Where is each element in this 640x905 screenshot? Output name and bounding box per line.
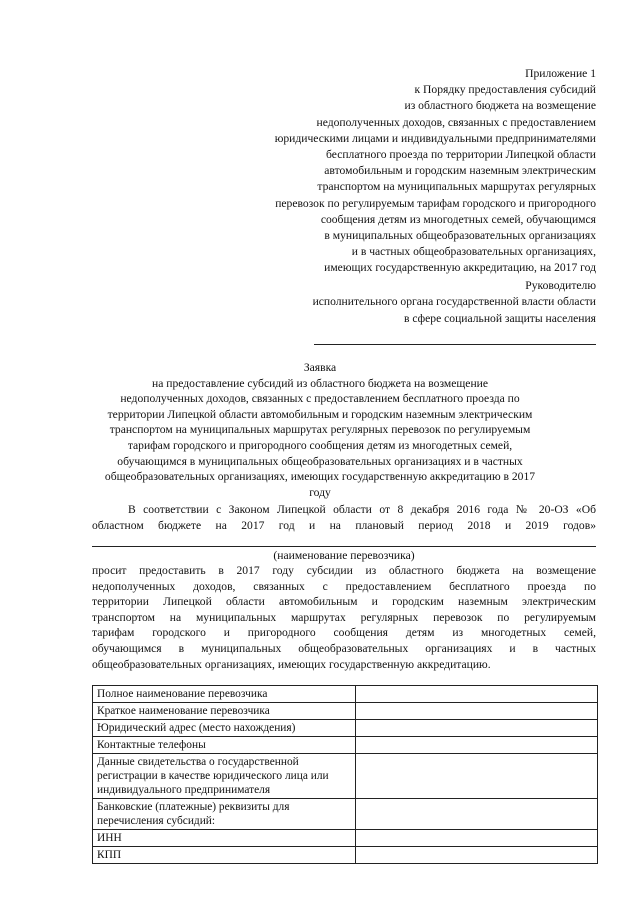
table-cell-value[interactable] — [356, 754, 598, 799]
table-cell-label: Краткое наименование перевозчика — [93, 703, 356, 720]
title-line: на предоставление субсидий из областного бюджета на возмещение — [151, 376, 488, 390]
table-cell-label: ИНН — [93, 830, 356, 847]
title-line: обучающимся в муниципальных общеобразовательных организациях и в частных — [117, 454, 523, 468]
appendix-header — [176, 66, 596, 277]
carrier-name-line — [92, 546, 596, 547]
appendix-line: автомобильным и городским наземным электрическим — [324, 164, 596, 178]
table-cell-value[interactable] — [356, 686, 598, 703]
appendix-line: и в частных общеобразовательных организациях, — [351, 245, 596, 259]
table-cell-value[interactable] — [356, 799, 598, 830]
table-cell-label: КПП — [93, 847, 356, 864]
addressee-block — [176, 278, 596, 327]
title-line: территории Липецкой области автомобильным и городским наземным электрическим — [107, 407, 533, 421]
appendix-line: Приложение 1 — [525, 67, 596, 80]
request-line: территории Липецкой области автомобильным и городским наземным электрическим — [92, 595, 596, 609]
table-cell-value[interactable] — [356, 737, 598, 754]
title-line: тарифам городского и пригородного сообщения детям из многодетных семей, — [127, 438, 513, 452]
request-line: недополученных доходов, связанных с предоставлением бесплатного проезда по — [92, 579, 596, 593]
table-cell-value[interactable] — [356, 830, 598, 847]
request-line: общеобразовательных организациях, имеющих государственную аккредитацию. — [92, 657, 491, 671]
table-row — [93, 754, 598, 799]
request-line: транспортом на муниципальных маршрутах регулярных перевозок по регулируемым — [92, 610, 596, 624]
intro-line: областном бюджете на 2017 год и на плановый период 2018 и 2019 годов» — [92, 519, 596, 533]
appendix-line: недополученных доходов, связанных с предоставлением — [316, 115, 596, 129]
document-title — [90, 360, 550, 500]
appendix-line: в муниципальных общеобразовательных организациях — [324, 229, 596, 243]
appendix-line: транспортом на муниципальных маршрутах регулярных — [317, 180, 596, 194]
addressee-signature-line — [314, 344, 596, 345]
title-line: транспортом на муниципальных маршрутах регулярных перевозок по регулируемым — [109, 423, 531, 437]
table-row — [93, 703, 598, 720]
table-row — [93, 720, 598, 737]
table-cell-label: Контактные телефоны — [93, 737, 356, 754]
appendix-line: из областного бюджета на возмещение — [404, 99, 596, 113]
intro-paragraph — [92, 502, 596, 534]
table-cell-label: Банковские (платежные) реквизиты для перечисления субсидий: — [93, 799, 356, 830]
table-cell-label: Полное наименование перевозчика — [93, 686, 356, 703]
appendix-line: бесплатного проезда по территории Липецкой области — [326, 148, 596, 162]
table-cell-value[interactable] — [356, 847, 598, 864]
appendix-line: имеющих государственную аккредитацию, на 2017 год — [324, 261, 596, 275]
table-cell-value[interactable] — [356, 703, 598, 720]
title-line: недополученных доходов, связанных с предоставлением бесплатного проезда по — [120, 392, 520, 406]
addressee-line: исполнительного органа государственной власти области — [312, 295, 596, 309]
request-line: просит предоставить в 2017 году субсидии из областного бюджета на возмещение — [92, 564, 596, 577]
addressee-line: в сфере социальной защиты населения — [403, 311, 596, 325]
intro-line: В соответствии с Законом Липецкой области от 8 декабря 2016 года № 20-ОЗ «Об — [128, 503, 596, 516]
carrier-details-table — [92, 685, 598, 864]
title-line: году — [309, 485, 331, 499]
table-row — [93, 799, 598, 830]
title-line: общеобразовательных организациях, имеющих государственную аккредитацию в 2017 — [104, 470, 536, 484]
title-line: Заявка — [303, 361, 337, 374]
table-cell-label: Юридический адрес (место нахождения) — [93, 720, 356, 737]
table-cell-value[interactable] — [356, 720, 598, 737]
addressee-line: Руководителю — [525, 279, 596, 292]
table-cell-label: Данные свидетельства о государственной регистрации в качестве юридического лица или индивидуального предпринимателя — [93, 754, 356, 799]
appendix-line: сообщения детям из многодетных семей, обучающимся — [320, 212, 596, 226]
appendix-line: к Порядку предоставления субсидий — [414, 83, 596, 97]
table-row — [93, 686, 598, 703]
appendix-line: перевозок по регулируемым тарифам городского и пригородного — [275, 196, 596, 210]
appendix-line: юридическими лицами и индивидуальными предпринимателями — [274, 131, 596, 145]
table-row — [93, 737, 598, 754]
table-row — [93, 847, 598, 864]
table-row — [93, 830, 598, 847]
request-line: тарифам городского и пригородного сообщения детям из многодетных семей, — [92, 626, 596, 640]
request-line: обучающимся в муниципальных общеобразовательных организациях и в частных — [92, 641, 596, 655]
carrier-name-caption: (наименование перевозчика) — [273, 549, 415, 562]
request-paragraph — [92, 563, 596, 672]
